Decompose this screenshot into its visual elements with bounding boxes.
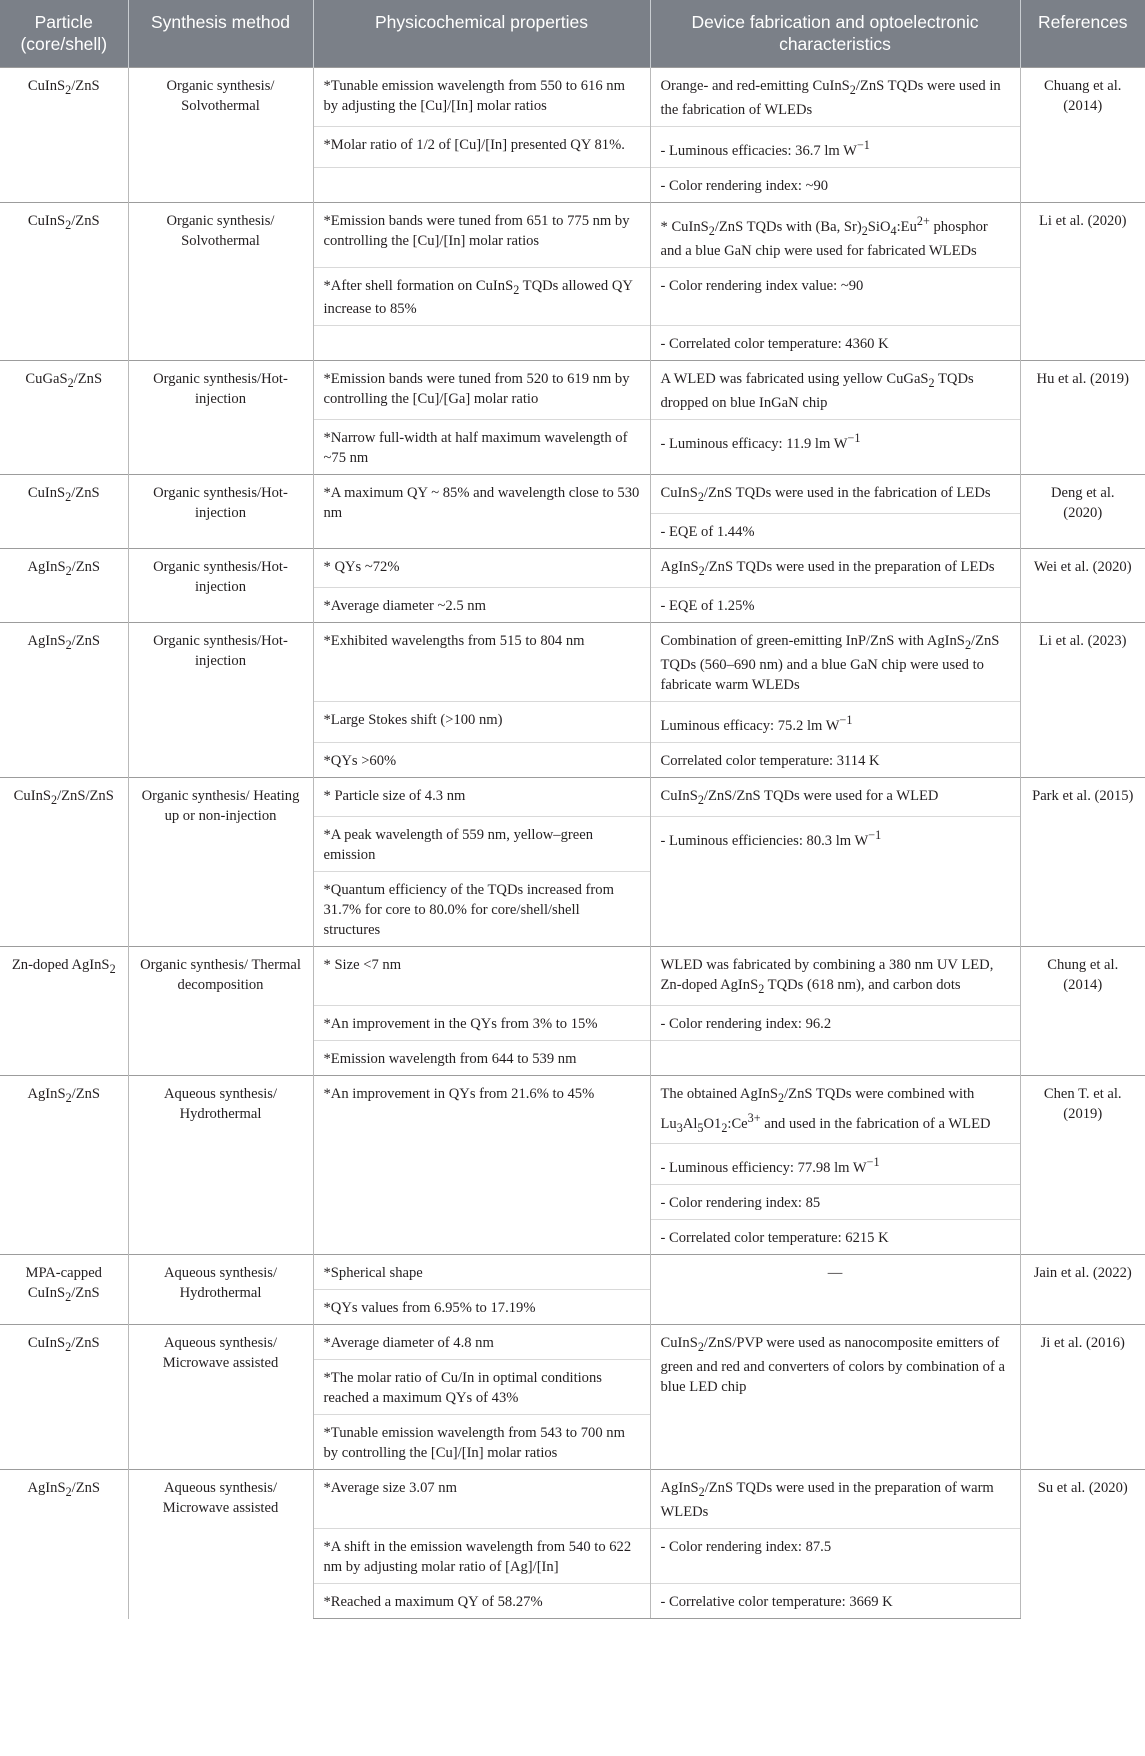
properties-cell: *Large Stokes shift (>100 nm) (313, 702, 650, 743)
device-characteristics-cell: - Luminous efficiencies: 80.3 lm $W^{-1}$ (650, 816, 1020, 946)
table-row (0, 361, 1145, 420)
device-characteristics-cell: - Luminous efficacies: 36.7 lm $W^{-1}$ (650, 126, 1020, 167)
particle-cell: AgInS$_2$/ZnS (0, 1075, 128, 1255)
synthesis-method-cell: Organic synthesis/Hot-injection (128, 549, 313, 623)
properties-cell: *Tunable emission wavelength from 550 to 616 nm by adjusting the [Cu]/[In] molar ratios (313, 68, 650, 127)
table-row (0, 1255, 1145, 1290)
table-row (0, 1470, 1145, 1529)
device-characteristics-cell: - Correlated color temperature: 4360 K (650, 326, 1020, 361)
properties-cell: *Emission wavelength from 644 to 539 nm (313, 1040, 650, 1075)
device-characteristics-cell: Orange- and red-emitting CuInS$_2$/ZnS TQDs were used in the fabrication of WLEDs (650, 68, 1020, 127)
device-characteristics-cell: - EQE of 1.25% (650, 588, 1020, 623)
properties-cell: * QYs ~72% (313, 549, 650, 588)
properties-cell: *Emission bands were tuned from 520 to 619 nm by controlling the [Cu]/[Ga] molar ratio (313, 361, 650, 420)
device-characteristics-cell (650, 1040, 1020, 1075)
properties-cell: *Tunable emission wavelength from 543 to 700 nm by controlling the [Cu]/[In] molar ratios (313, 1415, 650, 1470)
reference-cell: Li et al. (2020) (1020, 202, 1145, 361)
properties-cell: *The molar ratio of Cu/In in optimal conditions reached a maximum QYs of 43% (313, 1360, 650, 1415)
synthesis-method-cell: Organic synthesis/ Thermal decomposition (128, 946, 313, 1075)
reference-cell: Chen T. et al. (2019) (1020, 1075, 1145, 1255)
device-characteristics-cell: - Color rendering index: 96.2 (650, 1005, 1020, 1040)
reference-cell: Su et al. (2020) (1020, 1470, 1145, 1619)
reference-cell: Chuang et al. (2014) (1020, 68, 1145, 203)
synthesis-method-cell: Organic synthesis/Hot-injection (128, 623, 313, 778)
properties-cell (313, 326, 650, 361)
reference-cell: Park et al. (2015) (1020, 777, 1145, 946)
properties-cell: * Particle size of 4.3 nm (313, 777, 650, 816)
synthesis-method-cell: Organic synthesis/ Solvothermal (128, 68, 313, 203)
particle-cell: CuInS$_2$/ZnS/ZnS (0, 777, 128, 946)
synthesis-method-cell: Organic synthesis/ Solvothermal (128, 202, 313, 361)
reference-cell: Wei et al. (2020) (1020, 549, 1145, 623)
table-row (0, 475, 1145, 514)
properties-cell: * Size <7 nm (313, 946, 650, 1005)
device-characteristics-cell: - Color rendering index: ~90 (650, 167, 1020, 202)
particle-cell: CuInS$_2$/ZnS (0, 1325, 128, 1470)
table-row (0, 777, 1145, 816)
header-device-characteristics: Device fabrication and optoelectronic characteristics (650, 0, 1020, 68)
reference-cell: Deng et al. (2020) (1020, 475, 1145, 549)
device-characteristics-cell: Correlated color temperature: 3114 K (650, 742, 1020, 777)
properties-cell: *A maximum QY ~ 85% and wavelength close to 530 nm (313, 475, 650, 549)
properties-cell: *QYs >60% (313, 742, 650, 777)
synthesis-method-cell: Aqueous synthesis/ Microwave assisted (128, 1325, 313, 1470)
device-characteristics-cell: - Color rendering index: 87.5 (650, 1529, 1020, 1584)
device-characteristics-cell: - Luminous efficacy: 11.9 lm $W^{-1}$ (650, 420, 1020, 475)
table-row (0, 549, 1145, 588)
device-characteristics-cell: WLED was fabricated by combining a 380 nm UV LED, Zn-doped AgInS$_2$ TQDs (618 nm), and carbon dots (650, 946, 1020, 1005)
properties-cell: *An improvement in QYs from 21.6% to 45% (313, 1075, 650, 1255)
synthesis-method-cell: Organic synthesis/Hot-injection (128, 361, 313, 475)
particle-cell: AgInS$_2$/ZnS (0, 1470, 128, 1619)
table-row (0, 68, 1145, 127)
device-characteristics-cell: - EQE of 1.44% (650, 514, 1020, 549)
synthesis-method-cell: Aqueous synthesis/ Hydrothermal (128, 1255, 313, 1325)
properties-cell (313, 167, 650, 202)
device-characteristics-cell: CuInS$_2$/ZnS/PVP were used as nanocomposite emitters of green and red and converters of colors by combination of a blue LED chip (650, 1325, 1020, 1470)
table-header-row (0, 0, 1145, 68)
device-characteristics-cell: * CuInS$_2$/ZnS TQDs with (Ba, $Sr)_2SiO_4:Eu^{2+}$ phosphor and a blue GaN chip were used for fabricated WLEDs (650, 202, 1020, 267)
properties-cell: *A peak wavelength of 559 nm, yellow–green emission (313, 816, 650, 871)
particle-cell: AgInS$_2$/ZnS (0, 623, 128, 778)
device-characteristics-cell: - Color rendering index: 85 (650, 1185, 1020, 1220)
device-characteristics-cell: CuInS$_2$/ZnS/ZnS TQDs were used for a WLED (650, 777, 1020, 816)
header-references: References (1020, 0, 1145, 68)
header-synthesis-method: Synthesis method (128, 0, 313, 68)
properties-cell: *Average size 3.07 nm (313, 1470, 650, 1529)
device-characteristics-cell: AgInS$_2$/ZnS TQDs were used in the preparation of warm WLEDs (650, 1470, 1020, 1529)
properties-cell: *Exhibited wavelengths from 515 to 804 nm (313, 623, 650, 702)
synthesis-method-cell: Aqueous synthesis/ Hydrothermal (128, 1075, 313, 1255)
particle-cell: CuInS$_2$/ZnS (0, 202, 128, 361)
reference-cell: Hu et al. (2019) (1020, 361, 1145, 475)
particle-cell: CuInS$_2$/ZnS (0, 68, 128, 203)
particle-cell: CuGaS$_2$/ZnS (0, 361, 128, 475)
table-row (0, 1325, 1145, 1360)
properties-cell: *Narrow full-width at half maximum wavelength of ~75 nm (313, 420, 650, 475)
device-characteristics-cell: Luminous efficacy: 75.2 lm $W^{-1}$ (650, 702, 1020, 743)
header-particle: Particle (core/shell) (0, 0, 128, 68)
device-characteristics-cell: - Correlative color temperature: 3669 K (650, 1584, 1020, 1619)
properties-cell: *Average diameter ~2.5 nm (313, 588, 650, 623)
particle-cell: MPA-capped CuInS$_2$/ZnS (0, 1255, 128, 1325)
synthesis-method-cell: Aqueous synthesis/ Microwave assisted (128, 1470, 313, 1619)
device-characteristics-cell: AgInS$_2$/ZnS TQDs were used in the preparation of LEDs (650, 549, 1020, 588)
reference-cell: Chung et al. (2014) (1020, 946, 1145, 1075)
table-row (0, 946, 1145, 1005)
table-body (0, 68, 1145, 1619)
device-characteristics-cell: Combination of green-emitting InP/ZnS with AgInS$_2$/ZnS TQDs (560–690 nm) and a blue GaN chip were used to fabricate warm WLEDs (650, 623, 1020, 702)
device-characteristics-cell: - Color rendering index value: ~90 (650, 267, 1020, 326)
device-characteristics-cell: CuInS$_2$/ZnS TQDs were used in the fabrication of LEDs (650, 475, 1020, 514)
table-row (0, 623, 1145, 702)
properties-cell: *A shift in the emission wavelength from 540 to 622 nm by adjusting molar ratio of [Ag]/[In] (313, 1529, 650, 1584)
properties-cell: *Average diameter of 4.8 nm (313, 1325, 650, 1360)
header-physicochemical-properties: Physicochemical properties (313, 0, 650, 68)
properties-cell: *QYs values from 6.95% to 17.19% (313, 1290, 650, 1325)
synthesis-method-cell: Organic synthesis/ Heating up or non-injection (128, 777, 313, 946)
properties-cell: *Reached a maximum QY of 58.27% (313, 1584, 650, 1619)
particle-cell: AgInS$_2$/ZnS (0, 549, 128, 623)
reference-cell: Ji et al. (2016) (1020, 1325, 1145, 1470)
device-characteristics-cell: — (650, 1255, 1020, 1325)
particle-cell: Zn-doped AgInS$_2$ (0, 946, 128, 1075)
table-row (0, 1075, 1145, 1144)
table-row (0, 202, 1145, 267)
device-characteristics-cell: The obtained AgInS$_2$/ZnS TQDs were combined with $Lu_3Al_5O1_2:Ce^{3+}$ and used in the fabrication of a WLED (650, 1075, 1020, 1144)
properties-cell: *An improvement in the QYs from 3% to 15% (313, 1005, 650, 1040)
properties-cell: *Emission bands were tuned from 651 to 775 nm by controlling the [Cu]/[In] molar ratios (313, 202, 650, 267)
particle-cell: CuInS$_2$/ZnS (0, 475, 128, 549)
properties-cell: *Spherical shape (313, 1255, 650, 1290)
device-characteristics-cell: - Correlated color temperature: 6215 K (650, 1220, 1020, 1255)
device-characteristics-cell: - Luminous efficiency: 77.98 lm $W^{-1}$ (650, 1144, 1020, 1185)
device-characteristics-cell: A WLED was fabricated using yellow CuGaS$_2$ TQDs dropped on blue InGaN chip (650, 361, 1020, 420)
reference-cell: Jain et al. (2022) (1020, 1255, 1145, 1325)
properties-cell: *Molar ratio of 1/2 of [Cu]/[In] presented QY 81%. (313, 126, 650, 167)
properties-cell: *Quantum efficiency of the TQDs increased from 31.7% for core to 80.0% for core/shell/shell structures (313, 871, 650, 946)
synthesis-method-cell: Organic synthesis/Hot-injection (128, 475, 313, 549)
reference-cell: Li et al. (2023) (1020, 623, 1145, 778)
properties-cell: *After shell formation on CuInS$_2$ TQDs allowed QY increase to 85% (313, 267, 650, 326)
